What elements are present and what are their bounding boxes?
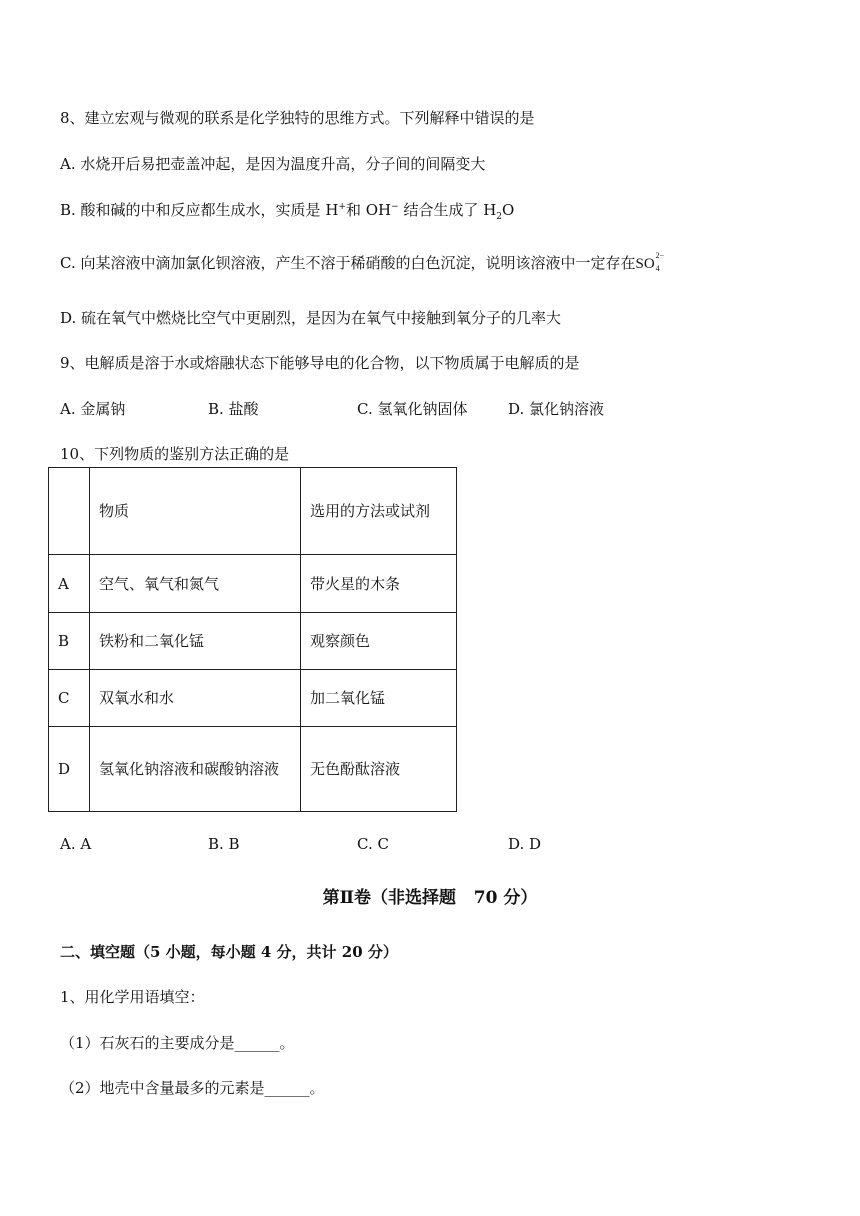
- row-substance: 双氧水和水: [90, 670, 301, 727]
- table-row: [49, 613, 457, 670]
- q8-option-d: D. 硫在氧气中燃烧比空气中更剧烈，是因为在氧气中接触到氧分子的几率大: [60, 309, 562, 327]
- fill1-stem: 1、用化学用语填空：: [60, 988, 205, 1006]
- row-label: B: [49, 613, 90, 670]
- q10-option-d: D. D: [508, 835, 542, 853]
- row-label: D: [49, 727, 90, 812]
- q10-option-c: C. C: [357, 835, 389, 853]
- q9-option-c: C. 氢氧化钠固体: [357, 400, 468, 418]
- row-label: A: [49, 555, 90, 613]
- h2o-subscript: 2: [496, 212, 503, 222]
- q10-option-b: B. B: [208, 835, 240, 853]
- substance-identification-table: [48, 467, 457, 812]
- table-header-substance: 物质: [90, 468, 301, 555]
- q8-option-c-text: C. 向某溶液中滴加氯化钡溶液，产生不溶于稀硝酸的白色沉淀，说明该溶液中一定存在: [60, 254, 636, 272]
- table-row: [49, 670, 457, 727]
- section-title: 第Ⅱ卷（非选择题 70 分）: [322, 888, 538, 908]
- q9-option-a: A. 金属钠: [60, 400, 126, 418]
- q9-option-d: D. 氯化钠溶液: [508, 400, 605, 418]
- h-ion-charge: +: [338, 202, 346, 212]
- q8-option-b-text-2: 和 OH: [345, 201, 392, 219]
- table-row: [49, 555, 457, 613]
- q8-option-c: [60, 253, 665, 274]
- table-header-method: 选用的方法或试剂: [301, 468, 457, 555]
- q8-option-a: A. 水烧开后易把壶盖冲起，是因为温度升高，分子间的间隔变大: [60, 155, 486, 173]
- row-substance: 铁粉和二氧化锰: [90, 613, 301, 670]
- q8-option-b-text-4: O: [502, 201, 515, 219]
- row-method: 带火星的木条: [301, 555, 457, 613]
- q8-option-b-text-3: 结合生成了 H: [398, 201, 497, 219]
- row-label: C: [49, 670, 90, 727]
- table-row: [49, 727, 457, 812]
- sulfate-ion-symbol: SO: [635, 256, 655, 272]
- row-method: 加二氧化锰: [301, 670, 457, 727]
- q9-stem: 9、电解质是溶于水或熔融状态下能够导电的化合物，以下物质属于电解质的是: [60, 354, 580, 372]
- q8-stem: 8、建立宏观与微观的联系是化学独特的思维方式。下列解释中错误的是: [60, 109, 535, 127]
- row-substance: 空气、氧气和氮气: [90, 555, 301, 613]
- oh-ion-charge: −: [391, 202, 399, 212]
- q9-option-b: B. 盐酸: [208, 400, 259, 418]
- q8-option-b: [60, 200, 514, 220]
- sulfate-ion-formula: [635, 251, 665, 274]
- fill1-item-1: （1）石灰石的主要成分是______。: [60, 1034, 295, 1052]
- row-substance: 氢氧化钠溶液和碳酸钠溶液: [90, 727, 301, 812]
- row-method: 无色酚酞溶液: [301, 727, 457, 812]
- table-header-cell: [49, 468, 90, 555]
- fill1-item-2: （2）地壳中含量最多的元素是______。: [60, 1079, 325, 1097]
- q8-option-b-text: B. 酸和碱的中和反应都生成水，实质是 H: [60, 201, 339, 219]
- sulfate-ion-subscript: 4: [655, 264, 660, 273]
- table-header-row: [49, 468, 457, 555]
- row-method: 观察颜色: [301, 613, 457, 670]
- q10-option-a: A. A: [60, 835, 92, 853]
- q10-stem: 10、下列物质的鉴别方法正确的是: [60, 445, 290, 463]
- sulfate-ion-charge: 2−: [655, 251, 665, 260]
- part-heading: 二、填空题（5 小题，每小题 4 分，共计 20 分）: [60, 943, 398, 961]
